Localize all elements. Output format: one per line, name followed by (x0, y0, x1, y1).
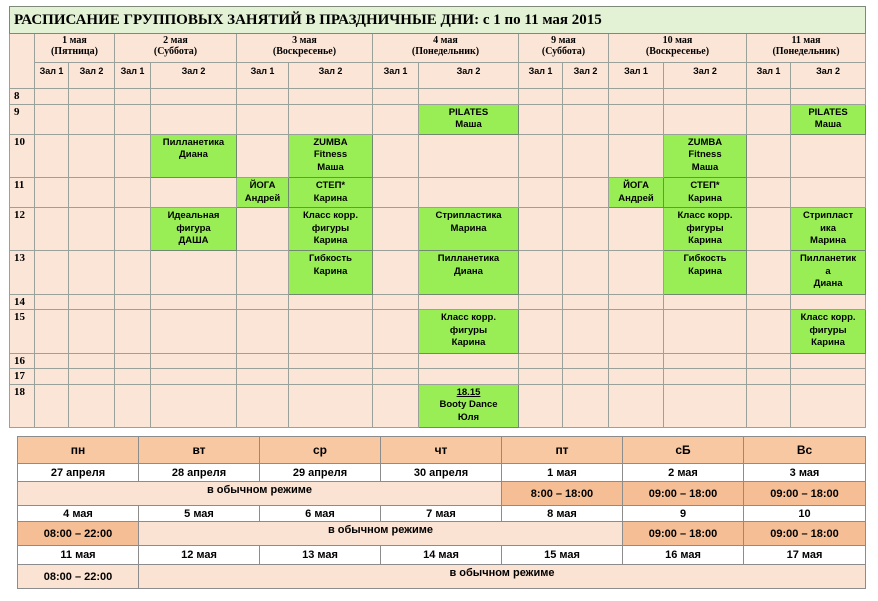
regular-mode-cell: в обычном режиме (18, 482, 502, 506)
empty-cell (115, 134, 151, 177)
class-cell (664, 251, 747, 294)
empty-cell (747, 89, 791, 105)
class-cell (419, 310, 519, 353)
class-name: ика (820, 222, 836, 234)
day-weekday: (Суббота) (153, 46, 198, 58)
empty-cell (237, 89, 289, 105)
empty-cell (373, 294, 419, 310)
day-weekday: (Понедельник) (772, 46, 840, 58)
empty-cell (115, 251, 151, 294)
class-name: СТЕП* (690, 180, 720, 192)
date-cell: 6 мая (260, 506, 381, 522)
class-instructor: Маша (691, 161, 719, 173)
empty-cell (519, 310, 563, 353)
empty-cell (373, 89, 419, 105)
hour-label: 14 (10, 294, 35, 310)
date-cell: 14 мая (381, 546, 502, 565)
class-name: фигуры (686, 222, 724, 234)
date-cell: 30 апреля (381, 464, 502, 482)
hour-label: 9 (10, 104, 35, 134)
empty-cell (69, 384, 115, 427)
date-cell: 16 мая (623, 546, 744, 565)
empty-cell (289, 384, 373, 427)
hall-label: Зал 1 (609, 62, 664, 89)
empty-cell (609, 384, 664, 427)
class-name: Пилланетика (162, 136, 225, 148)
hour-label: 15 (10, 310, 35, 353)
empty-cell (373, 353, 419, 369)
empty-cell (747, 251, 791, 294)
empty-cell (69, 294, 115, 310)
empty-cell (69, 178, 115, 208)
empty-cell (664, 353, 747, 369)
empty-cell (563, 310, 609, 353)
empty-cell (747, 294, 791, 310)
empty-cell (519, 251, 563, 294)
empty-cell (35, 104, 69, 134)
hall-label: Зал 2 (419, 62, 519, 89)
class-name: Стрипластика (435, 210, 502, 222)
empty-cell (791, 384, 866, 427)
empty-cell (791, 134, 866, 177)
class-name: фигуры (449, 324, 488, 336)
empty-cell (609, 369, 664, 385)
class-instructor: Маша (317, 161, 344, 173)
class-name: Пилланетик (799, 253, 857, 265)
empty-cell (35, 178, 69, 208)
class-name: Класс корр. (440, 312, 496, 324)
empty-cell (519, 178, 563, 208)
empty-cell (237, 369, 289, 385)
hours-cell: 09:00 – 18:00 (744, 522, 866, 546)
empty-cell (791, 89, 866, 105)
empty-cell (35, 369, 69, 385)
empty-cell (115, 384, 151, 427)
empty-cell (115, 208, 151, 251)
class-cell (289, 251, 373, 294)
class-name: а (825, 265, 831, 277)
class-instructor: Диана (813, 278, 843, 290)
empty-cell (289, 89, 373, 105)
empty-cell (609, 104, 664, 134)
day-weekday: (Воскресенье) (645, 46, 710, 58)
hall-label: Зал 2 (289, 62, 373, 89)
calendar-table (17, 436, 866, 589)
class-instructor: Юля (457, 411, 480, 423)
hall-label: Зал 1 (237, 62, 289, 89)
class-name: ЙОГА (623, 180, 649, 192)
date-cell: 29 апреля (260, 464, 381, 482)
hall-label: Зал 1 (747, 62, 791, 89)
empty-cell (115, 294, 151, 310)
empty-cell (237, 310, 289, 353)
empty-cell (69, 353, 115, 369)
date-cell: 13 мая (260, 546, 381, 565)
empty-cell (664, 384, 747, 427)
weekday-thu: чт (381, 437, 502, 464)
day-header (237, 33, 373, 62)
class-name: СТЕП* (315, 180, 346, 192)
class-name: Идеальная (167, 210, 220, 222)
class-instructor: Карина (688, 235, 722, 247)
empty-cell (35, 384, 69, 427)
hours-cell: 8:00 – 18:00 (502, 482, 623, 506)
class-instructor: Карина (688, 192, 722, 204)
class-cell (151, 208, 237, 251)
empty-cell (791, 353, 866, 369)
empty-cell (563, 353, 609, 369)
empty-cell (519, 104, 563, 134)
date-cell: 2 мая (623, 464, 744, 482)
class-name: Booty Dance (439, 399, 498, 411)
day-date: 2 мая (163, 34, 188, 46)
schedule-title: РАСПИСАНИЕ ГРУППОВЫХ ЗАНЯТИЙ В ПРАЗДНИЧНЫЕ ДНИ: с 1 по 11 мая 2015 (10, 7, 866, 34)
date-cell: 7 мая (381, 506, 502, 522)
weekday-mon: пн (18, 437, 139, 464)
date-cell: 17 мая (744, 546, 866, 565)
empty-cell (289, 310, 373, 353)
date-cell: 15 мая (502, 546, 623, 565)
weekday-wed: ср (260, 437, 381, 464)
day-header (519, 33, 609, 62)
empty-cell (35, 310, 69, 353)
empty-cell (35, 208, 69, 251)
empty-cell (563, 89, 609, 105)
empty-cell (747, 353, 791, 369)
class-cell (664, 134, 747, 177)
empty-cell (151, 89, 237, 105)
empty-cell (664, 310, 747, 353)
day-header (373, 33, 519, 62)
day-date: 4 мая (433, 34, 458, 46)
day-date: 9 мая (551, 34, 576, 46)
empty-cell (151, 353, 237, 369)
hour-label: 18 (10, 384, 35, 427)
class-name: Гибкость (683, 253, 727, 265)
class-name: Fitness (313, 149, 348, 161)
hall-label: Зал 1 (373, 62, 419, 89)
date-cell: 27 апреля (18, 464, 139, 482)
empty-cell (115, 353, 151, 369)
empty-cell (373, 251, 419, 294)
day-header (747, 33, 866, 62)
empty-cell (519, 384, 563, 427)
weekday-sun: Вс (744, 437, 866, 464)
hall-label: Зал 1 (519, 62, 563, 89)
class-instructor: Маша (814, 119, 842, 131)
empty-cell (609, 89, 664, 105)
weekday-sat: сБ (623, 437, 744, 464)
hour-label: 13 (10, 251, 35, 294)
empty-cell (69, 89, 115, 105)
empty-cell (35, 353, 69, 369)
class-cell (151, 134, 237, 177)
day-date: 1 мая (62, 34, 87, 46)
empty-cell (747, 134, 791, 177)
empty-cell (419, 178, 519, 208)
date-cell: 5 мая (139, 506, 260, 522)
empty-cell (151, 310, 237, 353)
empty-cell (664, 104, 747, 134)
empty-cell (563, 208, 609, 251)
empty-cell (237, 294, 289, 310)
class-cell (419, 104, 519, 134)
empty-cell (791, 369, 866, 385)
empty-cell (747, 369, 791, 385)
empty-cell (664, 89, 747, 105)
empty-cell (35, 294, 69, 310)
class-cell (791, 104, 866, 134)
class-cell (419, 384, 519, 427)
weekday-tue: вт (139, 437, 260, 464)
date-cell: 9 (623, 506, 744, 522)
empty-cell (609, 251, 664, 294)
class-cell (664, 208, 747, 251)
class-cell (237, 178, 289, 208)
empty-cell (519, 294, 563, 310)
empty-cell (563, 251, 609, 294)
class-instructor: ДАША (178, 235, 209, 247)
empty-cell (289, 104, 373, 134)
empty-cell (289, 294, 373, 310)
class-cell (289, 208, 373, 251)
date-cell: 10 (744, 506, 866, 522)
class-cell (791, 310, 866, 353)
empty-cell (69, 310, 115, 353)
class-cell (419, 208, 519, 251)
empty-cell (237, 251, 289, 294)
class-name: фигуры (809, 324, 847, 336)
day-date: 11 мая (791, 34, 821, 46)
empty-cell (237, 208, 289, 251)
empty-cell (419, 294, 519, 310)
class-instructor: Карина (811, 337, 845, 349)
hours-cell: 08:00 – 22:00 (18, 565, 139, 589)
empty-cell (419, 353, 519, 369)
empty-cell (563, 104, 609, 134)
day-weekday: (Суббота) (541, 46, 586, 58)
class-name: ZUMBA (687, 136, 723, 148)
empty-cell (563, 134, 609, 177)
empty-cell (115, 104, 151, 134)
empty-cell (609, 294, 664, 310)
hall-label: Зал 2 (69, 62, 115, 89)
empty-cell (419, 89, 519, 105)
day-date: 3 мая (292, 34, 317, 46)
class-cell (791, 208, 866, 251)
empty-cell (373, 134, 419, 177)
empty-cell (373, 208, 419, 251)
empty-cell (115, 310, 151, 353)
weekday-fri: пт (502, 437, 623, 464)
class-instructor: Карина (313, 265, 348, 277)
empty-cell (289, 369, 373, 385)
empty-cell (373, 104, 419, 134)
empty-cell (419, 369, 519, 385)
empty-cell (237, 134, 289, 177)
empty-cell (373, 310, 419, 353)
class-instructor: Марина (450, 222, 487, 234)
empty-cell (609, 134, 664, 177)
empty-cell (373, 178, 419, 208)
hours-cell: 09:00 – 18:00 (623, 522, 744, 546)
class-cell (289, 134, 373, 177)
class-name: Класс корр. (800, 312, 856, 324)
empty-cell (419, 134, 519, 177)
class-instructor: Карина (313, 235, 348, 247)
class-name: Класс корр. (677, 210, 733, 222)
empty-cell (519, 89, 563, 105)
empty-cell (151, 369, 237, 385)
empty-cell (609, 310, 664, 353)
empty-cell (373, 384, 419, 427)
hall-label: Зал 2 (664, 62, 747, 89)
empty-cell (563, 294, 609, 310)
class-cell (609, 178, 664, 208)
class-cell (664, 178, 747, 208)
empty-cell (151, 251, 237, 294)
class-name: Класс корр. (302, 210, 358, 222)
day-weekday: (Пятница) (50, 46, 99, 58)
class-name: Пилланетика (437, 253, 500, 265)
class-name: фигуры (311, 222, 350, 234)
hall-label: Зал 2 (563, 62, 609, 89)
class-instructor: Карина (451, 337, 486, 349)
empty-cell (237, 384, 289, 427)
class-instructor: Андрей (244, 192, 281, 204)
empty-cell (519, 134, 563, 177)
class-cell (791, 251, 866, 294)
class-name: 18.15 (456, 386, 481, 398)
empty-cell (747, 178, 791, 208)
empty-cell (69, 208, 115, 251)
date-cell: 8 мая (502, 506, 623, 522)
hour-label: 11 (10, 178, 35, 208)
hall-label: Зал 2 (151, 62, 237, 89)
hours-cell: 09:00 – 18:00 (623, 482, 744, 506)
empty-cell (35, 251, 69, 294)
empty-cell (747, 310, 791, 353)
empty-cell (69, 251, 115, 294)
empty-cell (35, 134, 69, 177)
class-name: Fitness (688, 149, 722, 161)
hour-label: 16 (10, 353, 35, 369)
empty-cell (151, 384, 237, 427)
empty-cell (747, 104, 791, 134)
empty-cell (69, 134, 115, 177)
class-cell (419, 251, 519, 294)
empty-cell (609, 353, 664, 369)
hour-label: 17 (10, 369, 35, 385)
empty-cell (115, 89, 151, 105)
empty-cell (747, 208, 791, 251)
class-name: ZUMBA (313, 136, 348, 148)
hours-cell: 09:00 – 18:00 (744, 482, 866, 506)
class-instructor: Диана (454, 265, 483, 277)
schedule-table (9, 6, 866, 428)
empty-cell (519, 353, 563, 369)
day-weekday: (Понедельник) (411, 46, 480, 58)
corner-cell (10, 33, 35, 89)
day-header (609, 33, 747, 62)
class-instructor: Андрей (618, 192, 654, 204)
class-name: ЙОГА (249, 180, 276, 192)
hall-label: Зал 1 (115, 62, 151, 89)
empty-cell (664, 369, 747, 385)
empty-cell (373, 369, 419, 385)
date-cell: 4 мая (18, 506, 139, 522)
empty-cell (35, 89, 69, 105)
empty-cell (747, 384, 791, 427)
empty-cell (609, 208, 664, 251)
empty-cell (69, 104, 115, 134)
empty-cell (151, 178, 237, 208)
class-name: PILATES (448, 106, 489, 118)
empty-cell (115, 369, 151, 385)
hour-label: 12 (10, 208, 35, 251)
hall-label: Зал 2 (791, 62, 866, 89)
empty-cell (151, 294, 237, 310)
regular-mode-cell: в обычном режиме (139, 522, 623, 546)
empty-cell (237, 353, 289, 369)
empty-cell (791, 178, 866, 208)
empty-cell (519, 369, 563, 385)
class-instructor: Карина (313, 192, 348, 204)
class-instructor: Карина (688, 265, 722, 277)
empty-cell (563, 384, 609, 427)
hours-cell: 08:00 – 22:00 (18, 522, 139, 546)
empty-cell (563, 369, 609, 385)
empty-cell (237, 104, 289, 134)
date-cell: 12 мая (139, 546, 260, 565)
hall-label: Зал 1 (35, 62, 69, 89)
empty-cell (69, 369, 115, 385)
empty-cell (151, 104, 237, 134)
date-cell: 1 мая (502, 464, 623, 482)
day-date: 10 мая (662, 34, 693, 46)
class-name: PILATES (808, 106, 848, 118)
class-name: Гибкость (309, 253, 352, 265)
empty-cell (519, 208, 563, 251)
empty-cell (664, 294, 747, 310)
day-weekday: (Воскресенье) (272, 46, 337, 58)
hour-label: 8 (10, 89, 35, 105)
class-cell (289, 178, 373, 208)
date-cell: 3 мая (744, 464, 866, 482)
date-cell: 28 апреля (139, 464, 260, 482)
class-name: фигура (176, 222, 211, 234)
day-header (35, 33, 115, 62)
class-instructor: Диана (179, 149, 208, 161)
day-header (115, 33, 237, 62)
date-cell: 11 мая (18, 546, 139, 565)
class-instructor: Марина (810, 235, 847, 247)
empty-cell (791, 294, 866, 310)
empty-cell (563, 178, 609, 208)
hour-label: 10 (10, 134, 35, 177)
regular-mode-cell: в обычном режиме (139, 565, 866, 589)
empty-cell (115, 178, 151, 208)
class-name: Стрипласт (802, 210, 854, 222)
empty-cell (289, 353, 373, 369)
class-instructor: Маша (455, 119, 482, 131)
